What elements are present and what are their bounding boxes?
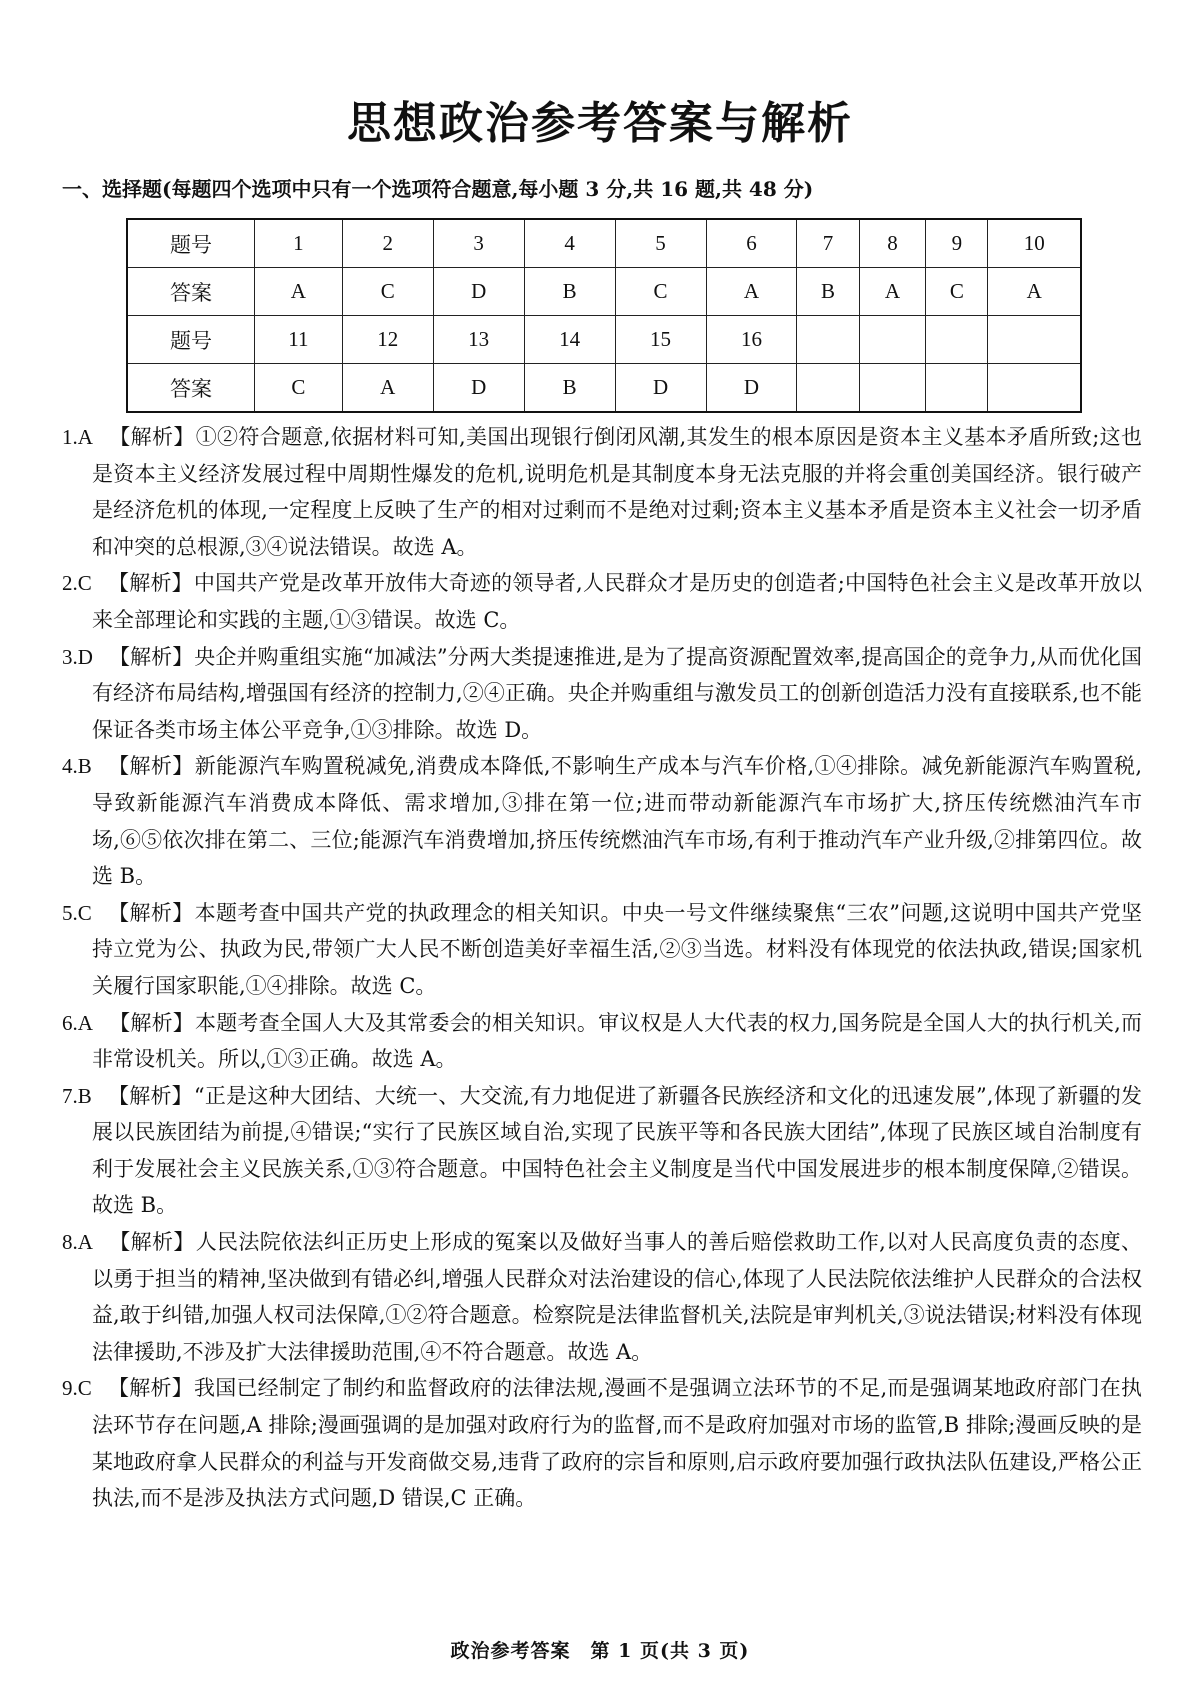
table-cell: 16 xyxy=(706,316,797,364)
table-cell: A xyxy=(342,364,433,413)
table-cell xyxy=(859,364,926,413)
table-cell: 14 xyxy=(524,316,615,364)
explanation-item xyxy=(62,895,1142,1005)
explanation-item xyxy=(62,748,1142,894)
table-cell xyxy=(797,364,859,413)
answer-key: 8.A xyxy=(62,1230,93,1255)
row-header: 答案 xyxy=(127,268,255,316)
explanation-item xyxy=(62,419,1142,565)
table-cell xyxy=(926,316,988,364)
table-cell: 11 xyxy=(255,316,343,364)
explanation-text: 人民法院依法纠正历史上形成的冤案以及做好当事人的善后赔偿救助工作,以对人民高度负责的态度、以勇于担当的精神,坚决做到有错必纠,增强人民群众对法治建设的信心,体现了人民法院依法维护人民群众的合法权益,敢于纠错,加强人权司法保障,①②符合题意。检察院是法律监督机关,法院是审判机关,③说法错误;材料没有体现法律援助,不涉及扩大法律援助范围,④不符合题意。故选 A。 xyxy=(92,1230,1143,1364)
analysis-tag: 【解析】 xyxy=(108,1010,194,1035)
analysis-tag: 【解析】 xyxy=(107,754,194,779)
analysis-tag: 【解析】 xyxy=(107,1083,193,1108)
table-cell xyxy=(926,364,988,413)
answer-key: 6.A xyxy=(62,1010,93,1035)
analysis-tag: 【解析】 xyxy=(107,571,193,596)
answer-key: 3.D xyxy=(62,644,93,669)
table-cell: B xyxy=(524,268,615,316)
analysis-tag: 【解析】 xyxy=(108,1230,195,1255)
table-cell: C xyxy=(255,364,343,413)
analysis-tag: 【解析】 xyxy=(107,1376,193,1401)
table-row xyxy=(127,364,1081,413)
answer-key: 1.A xyxy=(62,425,93,449)
table-cell: B xyxy=(797,268,859,316)
table-cell: C xyxy=(615,268,706,316)
explanation-text: 新能源汽车购置税减免,消费成本降低,不影响生产成本与汽车价格,①④排除。减免新能源汽车购置税,导致新能源汽车消费成本降低、需求增加,③排在第一位;进而带动新能源汽车市场扩大,挤压传统燃油汽车市场,⑥⑤依次排在第二、三位;能源汽车消费增加,挤压传统燃油汽车市场,有利于推动汽车产业升级,②排第四位。故选 B。 xyxy=(92,754,1143,889)
table-cell xyxy=(988,316,1081,364)
answer-key: 7.B xyxy=(62,1083,92,1108)
explanation-text: “正是这种大团结、大统一、大交流,有力地促进了新疆各民族经济和文化的迅速发展”,体现了新疆的发展以民族团结为前提,④错误;“实行了民族区域自治,实现了民族平等和各民族大团结”,体现了民族区域自治制度有利于发展社会主义民族关系,①③符合题意。中国特色社会主义制度是当代中国发展进步的根本制度保障,②错误。故选 B。 xyxy=(92,1083,1142,1218)
table-cell: 9 xyxy=(926,219,988,268)
explanation-item xyxy=(62,1224,1142,1370)
table-cell: 8 xyxy=(859,219,926,268)
table-cell: D xyxy=(433,364,524,413)
analysis-tag: 【解析】 xyxy=(108,425,195,449)
table-cell: 15 xyxy=(615,316,706,364)
table-cell: D xyxy=(706,364,797,413)
table-cell: 4 xyxy=(524,219,615,268)
explanation-text: 我国已经制定了制约和监督政府的法律法规,漫画不是强调立法环节的不足,而是强调某地政府部门在执法环节存在问题,A 排除;漫画强调的是加强对政府行为的监督,而不是政府加强对市场的监管,B 排除;漫画反映的是某地政府拿人民群众的利益与开发商做交易,违背了政府的宗旨和原则,启示政府要加强行政执法队伍建设,严格公正执法,而不是涉及执法方式问题,D 错误,C 正确。 xyxy=(92,1376,1142,1511)
explanation-item xyxy=(62,1370,1142,1516)
table-cell: 6 xyxy=(706,219,797,268)
page-footer: 政治参考答案 第 1 页(共 3 页) xyxy=(450,1640,750,1662)
table-cell: 13 xyxy=(433,316,524,364)
explanation-text: 本题考查中国共产党的执政理念的相关知识。中央一号文件继续聚焦“三农”问题,这说明中国共产党坚持立党为公、执政为民,带领广大人民不断创造美好幸福生活,②③当选。材料没有体现党的依法执政,错误;国家机关履行国家职能,①④排除。故选 C。 xyxy=(92,900,1142,998)
table-cell xyxy=(797,316,859,364)
table-row xyxy=(127,268,1081,316)
answer-table xyxy=(126,218,1082,413)
table-cell: A xyxy=(255,268,343,316)
answer-key: 5.C xyxy=(62,900,92,925)
table-cell: 12 xyxy=(342,316,433,364)
table-cell: D xyxy=(615,364,706,413)
analysis-tag: 【解析】 xyxy=(108,644,194,669)
section-heading: 一、选择题(每题四个选项中只有一个选项符合题意,每小题 3 分,共 16 题,共 48 分) xyxy=(62,177,814,201)
explanation-text: ①②符合题意,依据材料可知,美国出现银行倒闭风潮,其发生的根本原因是资本主义基本矛盾所致;这也是资本主义经济发展过程中周期性爆发的危机,说明危机是其制度本身无法克服的并将会重创美国经济。银行破产是经济危机的体现,一定程度上反映了生产的相对过剩而不是绝对过剩;资本主义基本矛盾是资本主义社会一切矛盾和冲突的总根源,③④说法错误。故选 A。 xyxy=(92,425,1142,559)
answer-key: 4.B xyxy=(62,754,92,779)
table-cell: A xyxy=(859,268,926,316)
table-cell: A xyxy=(706,268,797,316)
table-cell xyxy=(859,316,926,364)
table-cell: 7 xyxy=(797,219,859,268)
table-cell xyxy=(988,364,1081,413)
table-cell: B xyxy=(524,364,615,413)
explanation-item xyxy=(62,639,1142,749)
analysis-tag: 【解析】 xyxy=(107,900,194,925)
table-cell: 3 xyxy=(433,219,524,268)
table-cell: C xyxy=(926,268,988,316)
row-header: 答案 xyxy=(127,364,255,413)
row-header: 题号 xyxy=(127,219,255,268)
answer-key: 9.C xyxy=(62,1376,92,1401)
table-cell: C xyxy=(342,268,433,316)
table-cell: 5 xyxy=(615,219,706,268)
table-cell: A xyxy=(988,268,1081,316)
table-cell: D xyxy=(433,268,524,316)
table-cell: 2 xyxy=(342,219,433,268)
page-title: 思想政治参考答案与解析 xyxy=(347,98,853,149)
answer-key: 2.C xyxy=(62,571,92,596)
explanation-item xyxy=(62,1078,1142,1224)
explanation-item xyxy=(62,565,1142,638)
explanation-text: 央企并购重组实施“加减法”分两大类提速推进,是为了提高资源配置效率,提高国企的竞争力,从而优化国有经济布局结构,增强国有经济的控制力,②④正确。央企并购重组与激发员工的创新创造活力没有直接联系,也不能保证各类市场主体公平竞争,①③排除。故选 D。 xyxy=(92,644,1142,742)
table-row xyxy=(127,316,1081,364)
explanation-item xyxy=(62,1005,1142,1078)
table-cell: 1 xyxy=(255,219,343,268)
row-header: 题号 xyxy=(127,316,255,364)
explanation-list xyxy=(62,419,1142,1517)
explanation-text: 中国共产党是改革开放伟大奇迹的领导者,人民群众才是历史的创造者;中国特色社会主义是改革开放以来全部理论和实践的主题,①③错误。故选 C。 xyxy=(92,571,1143,632)
explanation-text: 本题考查全国人大及其常委会的相关知识。审议权是人大代表的权力,国务院是全国人大的执行机关,而非常设机关。所以,①③正确。故选 A。 xyxy=(92,1010,1142,1072)
table-cell: 10 xyxy=(988,219,1081,268)
table-row xyxy=(127,219,1081,268)
